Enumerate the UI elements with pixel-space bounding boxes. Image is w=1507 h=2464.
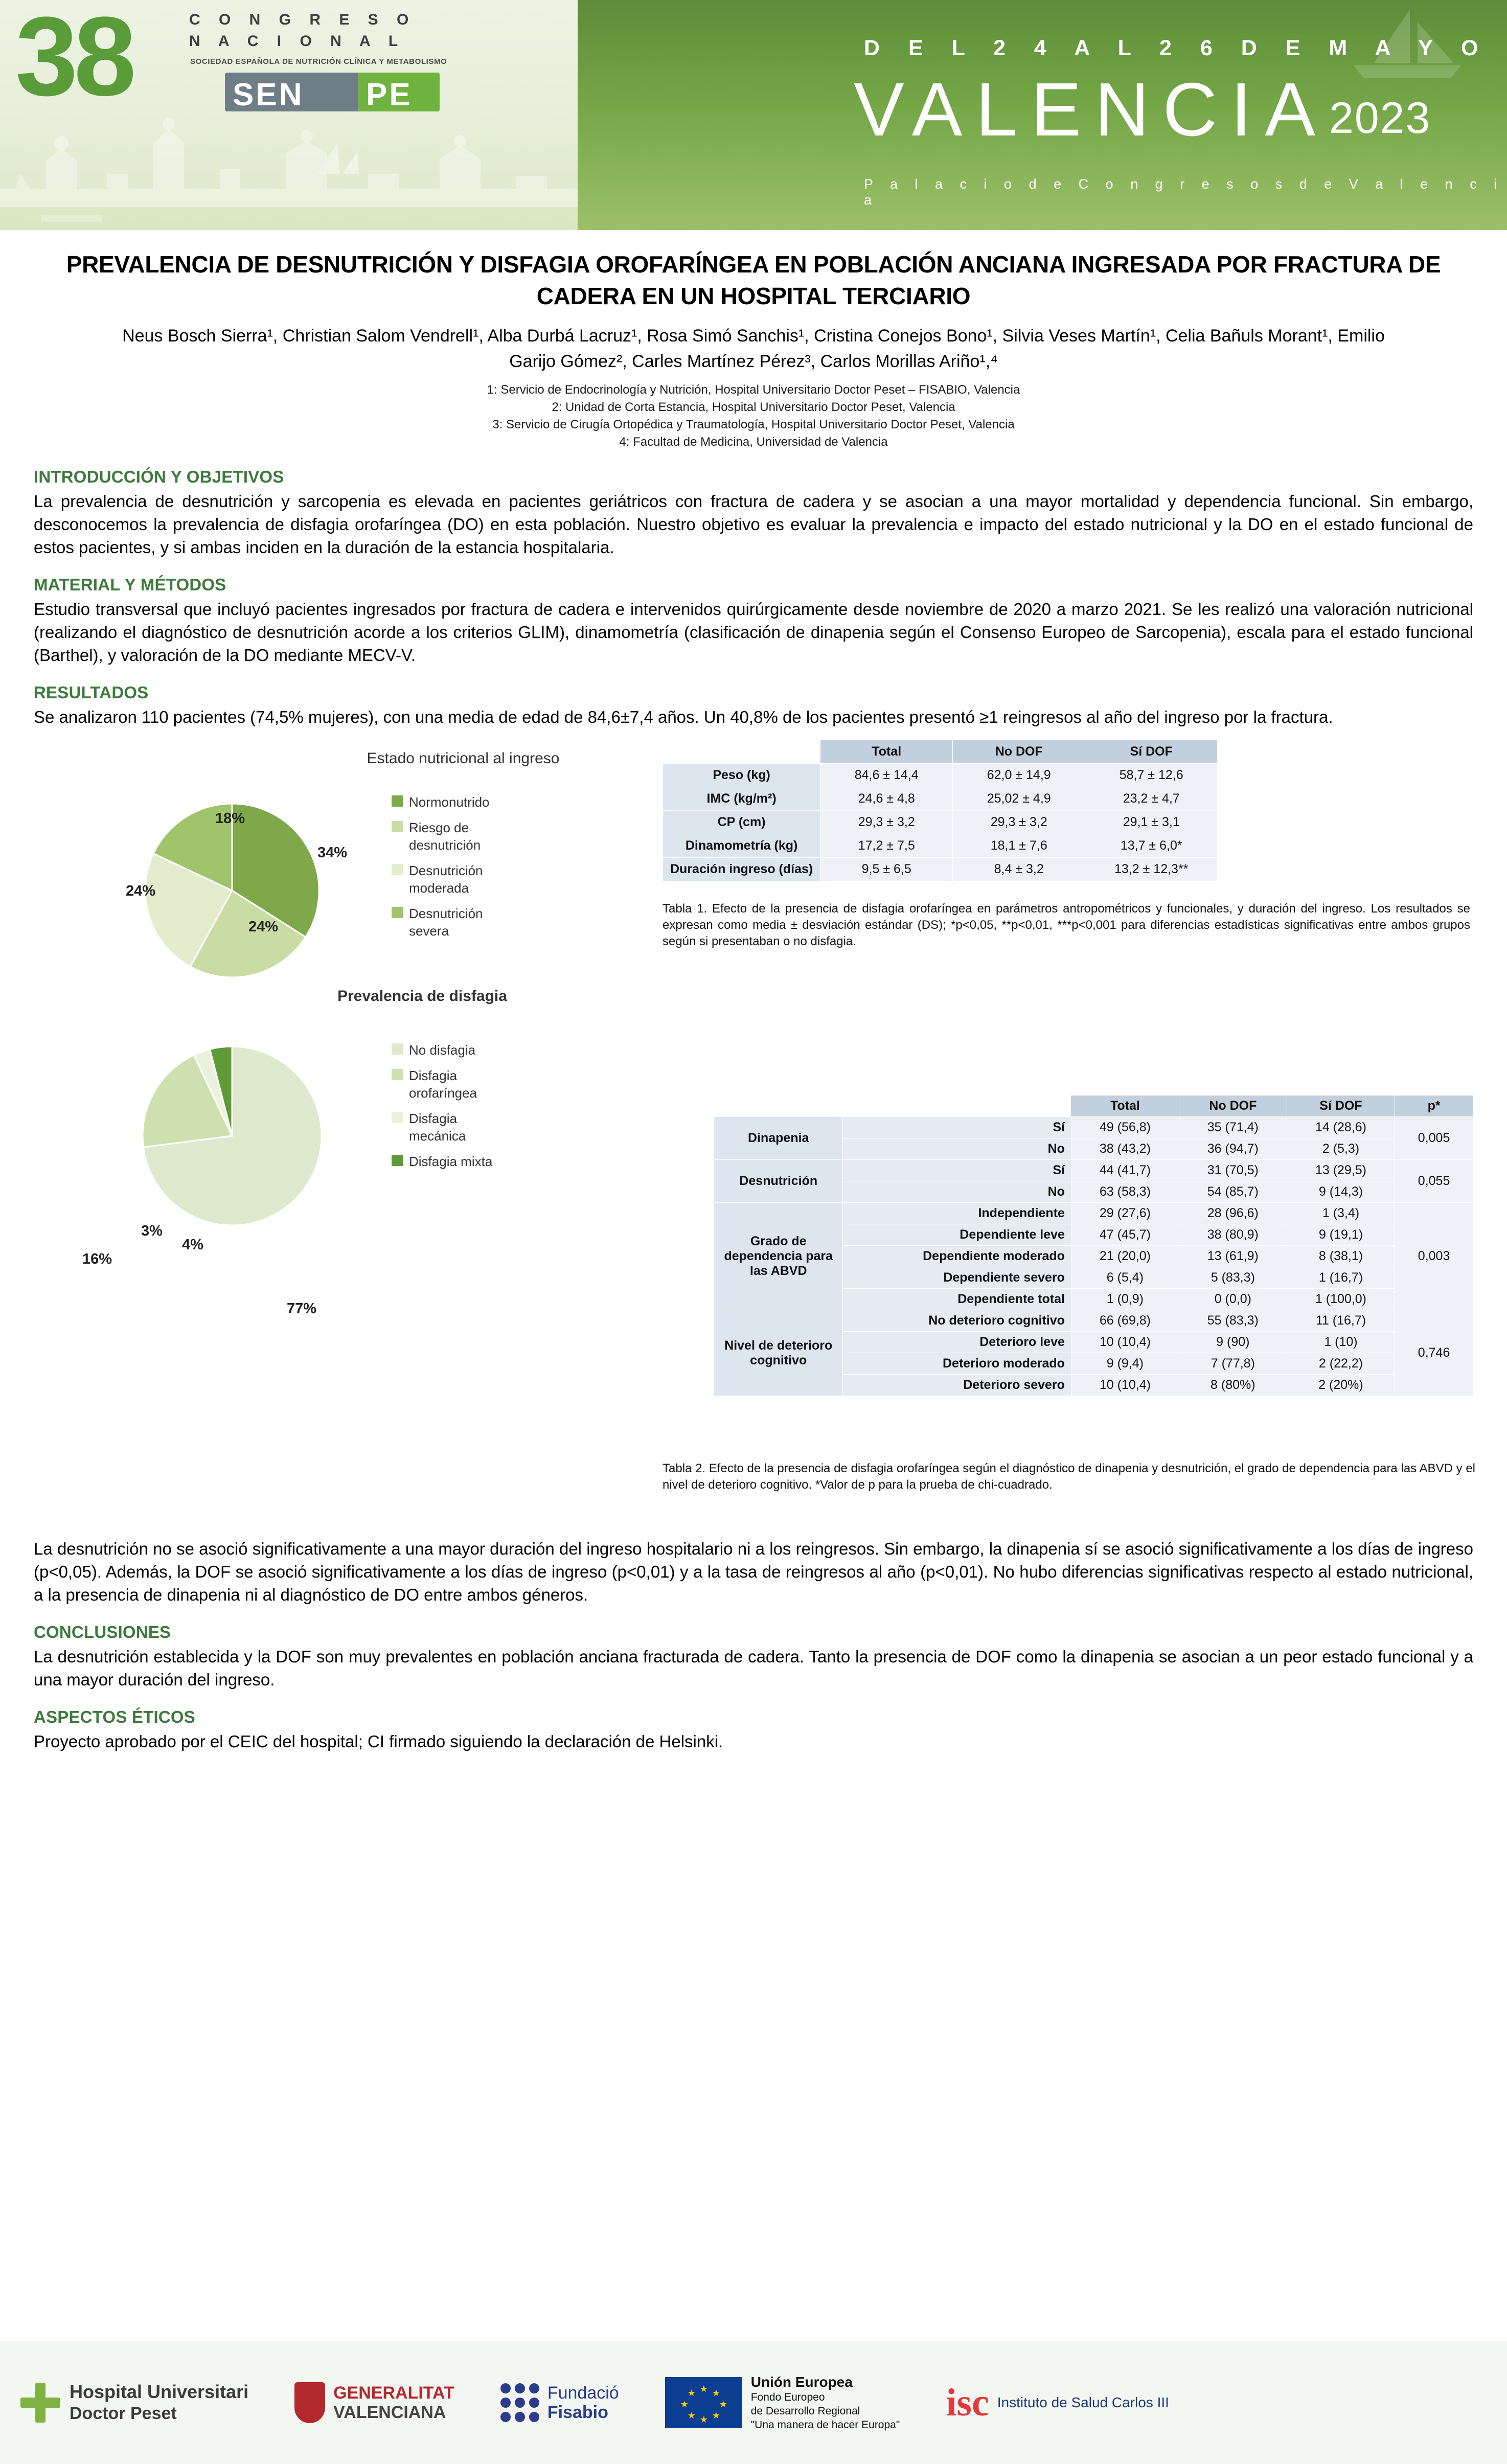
affiliation-line-2: 2: Unidad de Corta Estancia, Hospital Universitario Doctor Peset, Valencia [552,400,955,414]
footer-logos [0,2341,1507,2464]
t1-col-0 [663,740,820,764]
t2-cell: 13 (29,5) [1287,1160,1395,1181]
t2-p-abvd: 0,003 [1395,1203,1473,1310]
legend-label-moderada: Desnutrición moderada [409,863,483,896]
legend-item-moderada [392,862,506,897]
nacional-word: N A C I O N A L [189,33,405,50]
t2-level-label: Deterioro severo [843,1375,1071,1396]
t2-p-cognitivo: 0,746 [1395,1310,1473,1396]
legend-swatch-moderada [392,864,403,875]
chart1-label-normonutrido: 34% [317,845,348,861]
t2-cell: 5 (83,3) [1179,1267,1287,1289]
t2-level-label: Deterioro moderado [843,1353,1071,1375]
t2-cell: 2 (5,3) [1287,1138,1395,1160]
chart1-label-moderada: 24% [126,883,156,899]
t2-cell: 55 (83,3) [1179,1310,1287,1332]
t2-cell: 2 (20%) [1287,1375,1395,1396]
chart1-title: Estado nutricional al ingreso [367,750,560,767]
legend-item-no-disfagia [392,1041,506,1059]
senpe-pe-text: PE [366,77,413,112]
fisabio-line-2: Fisabio [547,2403,608,2422]
t1-cell: 29,1 ± 3,1 [1085,811,1218,834]
legend-label-orofaringea: Disfagia orofaríngea [409,1068,477,1101]
chart1-legend [392,793,506,948]
t2-cell: 54 (85,7) [1179,1181,1287,1203]
t1-cell: 62,0 ± 14,9 [953,764,1085,787]
results-body: Se analizaron 110 pacientes (74,5% mujeres), con una media de edad de 84,6±7,4 años. Un 40,8% de los pacientes presentó ≥1 reingresos al año del ingreso por la fractura. [34,708,1333,726]
intro-heading: INTRODUCCIÓN Y OBJETIVOS [34,467,284,486]
t2-cell: 29 (27,6) [1071,1203,1179,1224]
table-2-caption: Tabla 2. Efecto de la presencia de disfagia orofaríngea según el diagnóstico de dinapenia y desnutrición, el grado de dependencia para las ABVD y el nivel de deterioro cognitivo. *Valor de p para la prueba de chi-cuadrado. [663,1462,1475,1492]
legend-item-severa [392,905,506,940]
t2-group-cognitivo: Nivel de deterioro cognitivo [714,1310,843,1396]
t2-cell: 47 (45,7) [1071,1224,1179,1246]
chart2-label-mecanica: 3% [141,1223,163,1239]
t1-cell: 17,2 ± 7,5 [820,834,953,858]
t1-row-label-cp: CP (cm) [663,811,820,834]
t2-level-label: No [843,1138,1071,1160]
chart2-label-no-disfagia: 77% [287,1301,317,1317]
t2-cell: 63 (58,3) [1071,1181,1179,1203]
table-1 [663,740,1218,881]
legend-swatch-severa [392,907,403,918]
banner-right-event-area [578,0,1507,230]
t2-cell: 2 (22,2) [1287,1353,1395,1375]
t2-cell: 7 (77,8) [1179,1353,1287,1375]
gva-logo-text [333,2383,454,2422]
t2-cell: 10 (10,4) [1071,1375,1179,1396]
ue-sub-3: "Una manera de hacer Europa" [750,2419,900,2431]
t1-cell: 8,4 ± 3,2 [953,858,1085,881]
dots-icon [500,2383,539,2422]
results-extended-body: La desnutrición no se asoció significativamente a una mayor duración del ingreso hospitalario ni a los reingresos. Sin embargo, la dinapenia sí se asoció significativamente a los días de ingreso (p<0,05). Además, la DOF se asoció significativamente a los días de ingreso (p<0,01) y a la tasa de reingresos al año (p<0,01). No hubo diferencias significativas respecto al estado nutricional, a la presencia de dinapenia ni al diagnóstico de DO entre ambos géneros. [34,1539,1473,1604]
logo-generalitat-valenciana [294,2382,454,2423]
affiliation-line-3: 3: Servicio de Cirugía Ortopédica y Traumatología, Hospital Universitario Doctor Peset, Valencia [492,418,1015,431]
t2-col-total: Total [1071,1096,1179,1117]
t2-level-label: Dependiente total [843,1289,1071,1310]
senpe-sen-text: SEN [233,77,304,112]
t2-col-p: p* [1395,1096,1473,1117]
ue-logo-text [751,2374,900,2432]
t2-cell: 1 (100,0) [1287,1289,1395,1310]
t1-row-label-duracion: Duración ingreso (días) [663,858,820,881]
t2-col-level [843,1096,1071,1117]
chart1-label-riesgo: 24% [248,919,279,935]
senpe-subtitle: SOCIEDAD ESPAÑOLA DE NUTRICIÓN CLÍNICA Y METABOLISMO [190,57,447,66]
t2-level-label: Sí [843,1160,1071,1181]
t1-cell: 29,3 ± 3,2 [953,811,1085,834]
event-city: VALENCIA [854,67,1329,152]
table-row [663,787,1218,811]
event-dates: D E L 2 4 A L 2 6 D E M A Y O [864,36,1490,60]
t1-col-nodof: No DOF [953,740,1085,764]
chart2-legend [392,1041,506,1178]
t2-cell: 28 (96,6) [1179,1203,1287,1224]
affiliation-line-4: 4: Facultad de Medicina, Universidad de Valencia [619,435,888,449]
methods-heading: MATERIAL Y MÉTODOS [34,575,226,594]
valencia-skyline-illustration [0,112,578,230]
t2-col-sidof: Sí DOF [1287,1096,1395,1117]
t1-cell: 58,7 ± 12,6 [1085,764,1218,787]
gva-line-2: VALENCIANA [333,2403,446,2422]
results-figures-section [0,735,1507,1532]
t2-cell: 9 (19,1) [1287,1224,1395,1246]
results-area [34,735,1473,1532]
intro-body: La prevalencia de desnutrición y sarcopenia es elevada en pacientes geriátricos con fractura de cadera y se asocian a una mayor mortalidad y dependencia funcional. Sin embargo, desconocemos la prevalencia de disfagia orofaríngea (DO) en esta población. Nuestro objetivo es evaluar la prevalencia e impacto del estado nutricional y la DO en el estado funcional de estos pacientes, y si ambas inciden en la duración de la estancia hospitalaria. [34,492,1473,557]
t2-level-label: Dependiente severo [843,1267,1071,1289]
t2-level-label: Deterioro leve [843,1332,1071,1353]
t2-level-label: No deterioro cognitivo [843,1310,1071,1332]
t1-col-sidof: Sí DOF [1085,740,1218,764]
t1-cell: 9,5 ± 6,5 [820,858,953,881]
t2-level-label: Dependiente leve [843,1224,1071,1246]
t2-p-desnutricion: 0,055 [1395,1160,1473,1203]
t2-cell: 31 (70,5) [1179,1160,1287,1181]
page-title: PREVALENCIA DE DESNUTRICIÓN Y DISFAGIA OROFARÍNGEA EN POBLACIÓN ANCIANA INGRESADA POR FRACTURA DE CADERA EN UN HOSPITAL TERCIARIO [66,251,1441,309]
table-row [663,740,1218,764]
affiliation-line-1: 1: Servicio de Endocrinología y Nutrición, Hospital Universitario Doctor Peset – FISABIO, Valencia [487,383,1020,397]
t1-cell: 18,1 ± 7,6 [953,834,1085,858]
table-row [663,834,1218,858]
medical-cross-icon [20,2383,60,2423]
ue-sub-1: Fondo Europeo [750,2391,825,2403]
event-venue: P a l a c i o d e C o n g r e s o s d e V a l e n c i a [864,176,1504,208]
t2-cell: 11 (16,7) [1287,1310,1395,1332]
legend-item-riesgo [392,819,506,854]
ue-sub-2: de Desarrollo Regional [750,2405,860,2417]
t2-cell: 1 (0,9) [1071,1289,1179,1310]
logo-hospital-doctor-peset [20,2381,248,2424]
t1-cell: 24,6 ± 4,8 [820,787,953,811]
t2-group-dinapenia: Dinapenia [714,1117,843,1160]
legend-item-normonutrido [392,793,506,811]
t2-cell: 6 (5,4) [1071,1267,1179,1289]
t2-cell: 10 (10,4) [1071,1332,1179,1353]
congress-number: 38 [15,0,132,119]
title-block [0,230,1507,451]
t2-cell: 9 (14,3) [1287,1181,1395,1203]
t2-group-abvd: Grado de dependencia para las ABVD [714,1203,843,1310]
t2-cell: 1 (10) [1287,1332,1395,1353]
t2-cell: 13 (61,9) [1179,1246,1287,1267]
t2-col-nodof: No DOF [1179,1096,1287,1117]
t1-cell: 29,3 ± 3,2 [820,811,953,834]
legend-swatch-riesgo [392,821,403,832]
table-row [714,1203,1473,1224]
t2-col-group [714,1096,843,1117]
table-1-caption: Tabla 1. Efecto de la presencia de disfagia orofaríngea en parámetros antropométricos y funcionales, y duración del ingreso. Los resultados se expresan como media ± desviación estándar (DS); *p<0,05, **p<0,01, ***p<0,001 para diferencias estadísticas significativas entre ambos grupos según si presentaban o no disfagia. [663,902,1470,948]
t2-cell: 21 (20,0) [1071,1246,1179,1267]
hospital-logo-text [70,2381,248,2424]
t1-row-label-dinamometria: Dinamometría (kg) [663,834,820,858]
logo-fundacio-fisabio [500,2383,619,2422]
eu-flag-icon: ★ ★ ★ ★ ★ ★ ★ ★ [665,2377,742,2428]
chart1-label-severa: 18% [215,810,245,827]
results-heading: RESULTADOS [34,683,149,702]
isciii-text: Instituto de Salud Carlos III [997,2394,1169,2410]
legend-item-mecanica [392,1110,506,1145]
legend-label-mixta: Disfagia mixta [409,1154,493,1169]
t2-cell: 35 (71,4) [1179,1117,1287,1138]
legend-label-mecanica: Disfagia mecánica [409,1111,466,1144]
table-row [663,858,1218,881]
t2-cell: 49 (56,8) [1071,1117,1179,1138]
t2-cell: 0 (0,0) [1179,1289,1287,1310]
t2-cell: 8 (38,1) [1287,1246,1395,1267]
hospital-line-2: Doctor Peset [70,2404,177,2423]
t2-cell: 1 (16,7) [1287,1267,1395,1289]
legend-item-orofaringea [392,1067,506,1102]
t2-cell: 9 (9,4) [1071,1353,1179,1375]
t1-cell: 25,02 ± 4,9 [953,787,1085,811]
hospital-line-1: Hospital Universitari [70,2381,249,2402]
t1-row-label-imc: IMC (kg/m²) [663,787,820,811]
legend-swatch-orofaringea [392,1069,403,1080]
author-list: Neus Bosch Sierra¹, Christian Salom Vendrell¹, Alba Durbá Lacruz¹, Rosa Simó Sanchis¹, Cristina Conejos Bono¹, Silvia Veses Martín¹, Celia Bañuls Morant¹, Emilio Garijo Gómez², Carles Martínez Pérez³, Carlos Morillas Ariño¹,⁴ [122,326,1385,371]
conclusions-heading: CONCLUSIONES [34,1623,171,1641]
table-row [714,1160,1473,1181]
t2-cell: 8 (80%) [1179,1375,1287,1396]
event-year: 2023 [1329,94,1431,143]
t1-col-total: Total [820,740,953,764]
methods-body: Estudio transversal que incluyó pacientes ingresados por fractura de cadera e intervenidos quirúrgicamente desde noviembre de 2020 a marzo 2021. Se les realizó una valoración nutricional (realizando el diagnóstico de desnutrición acorde a los criterios GLIM), dinamometría (clasificación de dinapenia según el Consenso Europeo de Sarcopenia), escala para el estado funcional (Barthel), y valoración de la DO mediante MECV-V. [34,600,1473,665]
legend-item-mixta [392,1153,506,1170]
t2-cell: 1 (3,4) [1287,1203,1395,1224]
t2-group-desnutricion: Desnutrición [714,1160,843,1203]
gva-line-1: GENERALITAT [333,2383,454,2403]
legend-swatch-mixta [392,1155,403,1166]
table-row [714,1117,1473,1138]
legend-label-riesgo: Riesgo de desnutrición [409,820,481,853]
table-2 [714,1095,1473,1396]
t2-level-label: No [843,1181,1071,1203]
ethics-heading: ASPECTOS ÉTICOS [34,1707,195,1726]
affiliation-1 [61,381,1446,451]
t2-cell: 44 (41,7) [1071,1160,1179,1181]
legend-label-normonutrido: Normonutrido [409,794,490,810]
fisabio-line-1: Fundació [547,2383,619,2403]
t2-cell: 38 (80,9) [1179,1224,1287,1246]
t1-cell: 23,2 ± 4,7 [1085,787,1218,811]
t1-row-label-peso: Peso (kg) [663,764,820,787]
logo-union-europea [665,2374,900,2432]
t2-cell: 66 (69,8) [1071,1310,1179,1332]
table-row [714,1096,1473,1117]
dysphagia-prevalence-pie-chart [89,1021,375,1251]
content-sections [0,467,1507,728]
chart2-label-mixta: 4% [182,1237,203,1253]
legend-label-no-disfagia: No disfagia [409,1042,476,1058]
t2-cell: 36 (94,7) [1179,1138,1287,1160]
legend-swatch-no-disfagia [392,1043,403,1055]
chart2-title: Prevalencia de disfagia [337,988,507,1005]
table-row [714,1310,1473,1332]
t1-cell: 84,6 ± 14,4 [820,764,953,787]
table-row [663,764,1218,787]
t2-level-label: Independiente [843,1203,1071,1224]
t2-level-label: Sí [843,1117,1071,1138]
t2-p-dinapenia: 0,005 [1395,1117,1473,1160]
t2-level-label: Dependiente moderado [843,1246,1071,1267]
t1-cell: 13,2 ± 12,3** [1085,858,1218,881]
legend-swatch-normonutrido [392,795,403,807]
bottom-sections [0,1537,1507,1753]
t2-cell: 38 (43,2) [1071,1138,1179,1160]
ethics-body: Proyecto aprobado por el CEIC del hospital; CI firmado siguiendo la declaración de Helsinki. [34,1732,723,1751]
table-row [663,811,1218,834]
congress-word: C O N G R E S O [189,11,416,28]
legend-swatch-mecanica [392,1112,403,1123]
banner-left-logo-area [0,0,578,230]
fisabio-logo-text [547,2383,619,2422]
isciii-mark: isc [946,2381,989,2424]
t2-cell: 14 (28,6) [1287,1117,1395,1138]
ue-title: Unión Europea [750,2374,853,2390]
congress-banner [0,0,1507,230]
conclusions-body: La desnutrición establecida y la DOF son muy prevalentes en población anciana fracturada de cadera. Tanto la presencia de DOF como la dinapenia se asocian a un peor estado funcional y a una mayor duración del ingreso. [34,1647,1473,1689]
shield-icon [294,2382,325,2423]
chart2-label-orofaringea: 16% [82,1251,112,1267]
logo-isciii [946,2381,1169,2425]
t2-cell: 9 (90) [1179,1332,1287,1353]
legend-label-severa: Desnutrición severa [409,906,483,939]
t1-cell: 13,7 ± 6,0* [1085,834,1218,858]
